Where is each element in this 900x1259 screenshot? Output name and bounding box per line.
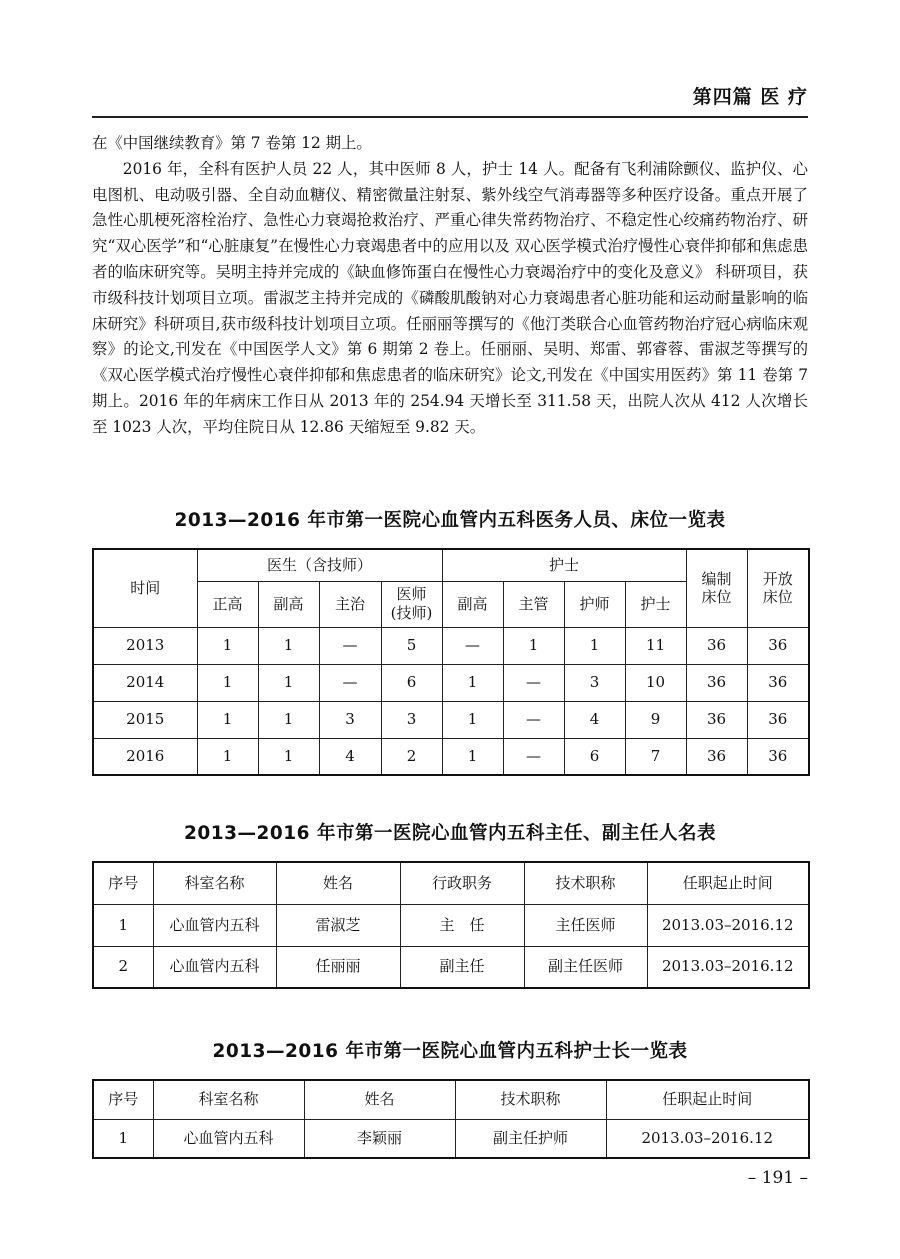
cell: 2015 bbox=[93, 701, 197, 738]
table-header-row bbox=[93, 1080, 809, 1119]
cell: 李颖丽 bbox=[304, 1119, 455, 1158]
cell: 7 bbox=[625, 738, 686, 775]
cell: 2013 bbox=[93, 627, 197, 664]
subheader: 副高 bbox=[442, 581, 503, 627]
table-row bbox=[93, 701, 809, 738]
cell: 心血管内五科 bbox=[153, 1119, 304, 1158]
cell: 11 bbox=[625, 627, 686, 664]
table2-caption: 2013—2016 年市第一医院心血管内五科主任、副主任人名表 bbox=[184, 823, 716, 844]
cell: 1 bbox=[197, 738, 258, 775]
header-cell: 序号 bbox=[93, 862, 153, 904]
cell: 雷淑芝 bbox=[276, 904, 400, 946]
cell: 1 bbox=[197, 627, 258, 664]
cell: 1 bbox=[258, 738, 319, 775]
cell: 10 bbox=[625, 664, 686, 701]
subheader: 护师 bbox=[564, 581, 625, 627]
running-header: 第四篇 医 疗 bbox=[692, 86, 808, 108]
cell: 9 bbox=[625, 701, 686, 738]
cell: 6 bbox=[564, 738, 625, 775]
header-cell: 技术职称 bbox=[524, 862, 647, 904]
cell: 2 bbox=[93, 946, 153, 988]
cell: 1 bbox=[258, 701, 319, 738]
cell: — bbox=[503, 701, 564, 738]
cell: 4 bbox=[319, 738, 381, 775]
cell: 1 bbox=[442, 664, 503, 701]
table-header-row bbox=[93, 862, 809, 904]
subheader: 副高 bbox=[258, 581, 319, 627]
header-cell: 科室名称 bbox=[153, 862, 276, 904]
header-cell: 姓名 bbox=[276, 862, 400, 904]
header-time: 时间 bbox=[93, 549, 197, 627]
cell: 1 bbox=[93, 1119, 153, 1158]
cell: — bbox=[503, 664, 564, 701]
staff-bed-table bbox=[92, 548, 810, 776]
paragraph: 在《中国继续教育》第 7 卷第 12 期上。 bbox=[92, 134, 372, 152]
cell: 2013.03–2016.12 bbox=[647, 904, 809, 946]
director-table bbox=[92, 861, 810, 989]
table-row bbox=[93, 664, 809, 701]
paragraph: 2016 年，全科有医护人员 22 人，其中医师 8 人，护士 14 人。配备有飞利浦除颤仪、监护仪、心电图机、电动吸引器、全自动血糖仪、精密微量注射泵、紫外线空气消毒器等多种医疗设备。重点开展了急性心肌梗死溶栓治疗、急性心力衰竭抢救治疗、严重心律失常药物治疗、不稳定性心绞痛药物治疗、研究“双心医学”和“心脏康复”在慢性心力衰竭患者中的应用以及 双心医学模式治疗慢性心衰伴抑郁和焦虑患者的临床研究等。吴明主持并完成的《缺血修饰蛋白在慢性心力衰竭治疗中的变化及意义》 科研项目，获市级科技计划项目立项。雷淑芝主持并完成的《磷酸肌酸钠对心力衰竭患者心脏功能和运动耐量影响的临床研究》科研项目,获市级科技计划项目立项。任丽丽等撰写的《他汀类联合心血管药物治疗冠心病临床观察》的论文,刊发在《中国医学人文》第 6 期第 2 卷上。任丽丽、吴明、郑雷、郭睿蓉、雷淑芝等撰写的《双心医学模式治疗慢性心衰伴抑郁和焦虑患者的临床研究》论文,刊发在《中国实用医药》第 11 卷第 7 期上。2016 年的年病床工作日从 2013 年的 254.94 天增长至 311.58 天，出院人次从 412 人次增长至 1023 人次，平均住院日从 12.86 天缩短至 9.82 天。 bbox=[92, 159, 808, 436]
cell: 36 bbox=[747, 738, 809, 775]
cell: 副主任医师 bbox=[524, 946, 647, 988]
cell: 1 bbox=[258, 664, 319, 701]
subheader: 护士 bbox=[625, 581, 686, 627]
cell: 心血管内五科 bbox=[153, 946, 276, 988]
subheader: 正高 bbox=[197, 581, 258, 627]
head-nurse-table bbox=[92, 1079, 810, 1159]
cell: 3 bbox=[319, 701, 381, 738]
header-cell: 任职起止时间 bbox=[647, 862, 809, 904]
cell: 5 bbox=[381, 627, 442, 664]
cell: 1 bbox=[93, 904, 153, 946]
subheader: 主管 bbox=[503, 581, 564, 627]
cell: 3 bbox=[381, 701, 442, 738]
cell: 1 bbox=[442, 701, 503, 738]
cell: 2016 bbox=[93, 738, 197, 775]
cell: 36 bbox=[686, 664, 747, 701]
header-open-beds: 开放床位 bbox=[747, 549, 809, 627]
cell: 主任医师 bbox=[524, 904, 647, 946]
cell: — bbox=[319, 664, 381, 701]
header-doctor-group: 医生（含技师） bbox=[197, 549, 442, 581]
cell: 2013.03–2016.12 bbox=[606, 1119, 809, 1158]
header-cell: 行政职务 bbox=[400, 862, 524, 904]
header-planned-beds: 编制床位 bbox=[686, 549, 747, 627]
cell: 1 bbox=[197, 701, 258, 738]
cell: 1 bbox=[258, 627, 319, 664]
cell: 36 bbox=[686, 627, 747, 664]
cell: 4 bbox=[564, 701, 625, 738]
cell: 36 bbox=[747, 627, 809, 664]
cell: 6 bbox=[381, 664, 442, 701]
cell: 心血管内五科 bbox=[153, 904, 276, 946]
table-row bbox=[93, 946, 809, 988]
cell: — bbox=[503, 738, 564, 775]
cell: 36 bbox=[747, 664, 809, 701]
header-rule bbox=[92, 116, 808, 118]
header-cell: 任职起止时间 bbox=[606, 1080, 809, 1119]
subheader: 主治 bbox=[319, 581, 381, 627]
cell: 1 bbox=[197, 664, 258, 701]
table-row bbox=[93, 904, 809, 946]
header-nurse-group: 护士 bbox=[442, 549, 686, 581]
page-number: – 191 – bbox=[747, 1168, 808, 1188]
cell: 副主任 bbox=[400, 946, 524, 988]
cell: — bbox=[442, 627, 503, 664]
cell: — bbox=[319, 627, 381, 664]
table-row bbox=[93, 1119, 809, 1158]
cell: 1 bbox=[564, 627, 625, 664]
table-row bbox=[93, 738, 809, 775]
cell: 2 bbox=[381, 738, 442, 775]
cell: 36 bbox=[686, 701, 747, 738]
cell: 1 bbox=[442, 738, 503, 775]
subheader: 医师(技师) bbox=[381, 581, 442, 627]
cell: 主 任 bbox=[400, 904, 524, 946]
cell: 2013.03–2016.12 bbox=[647, 946, 809, 988]
cell: 3 bbox=[564, 664, 625, 701]
cell: 36 bbox=[686, 738, 747, 775]
header-cell: 科室名称 bbox=[153, 1080, 304, 1119]
cell: 任丽丽 bbox=[276, 946, 400, 988]
table1-caption: 2013—2016 年市第一医院心血管内五科医务人员、床位一览表 bbox=[174, 510, 726, 531]
table3-caption: 2013—2016 年市第一医院心血管内五科护士长一览表 bbox=[212, 1041, 688, 1062]
cell: 2014 bbox=[93, 664, 197, 701]
body-text bbox=[92, 131, 808, 441]
cell: 36 bbox=[747, 701, 809, 738]
header-cell: 序号 bbox=[93, 1080, 153, 1119]
header-cell: 技术职称 bbox=[455, 1080, 606, 1119]
header-cell: 姓名 bbox=[304, 1080, 455, 1119]
cell: 副主任护师 bbox=[455, 1119, 606, 1158]
table-row bbox=[93, 627, 809, 664]
cell: 1 bbox=[503, 627, 564, 664]
